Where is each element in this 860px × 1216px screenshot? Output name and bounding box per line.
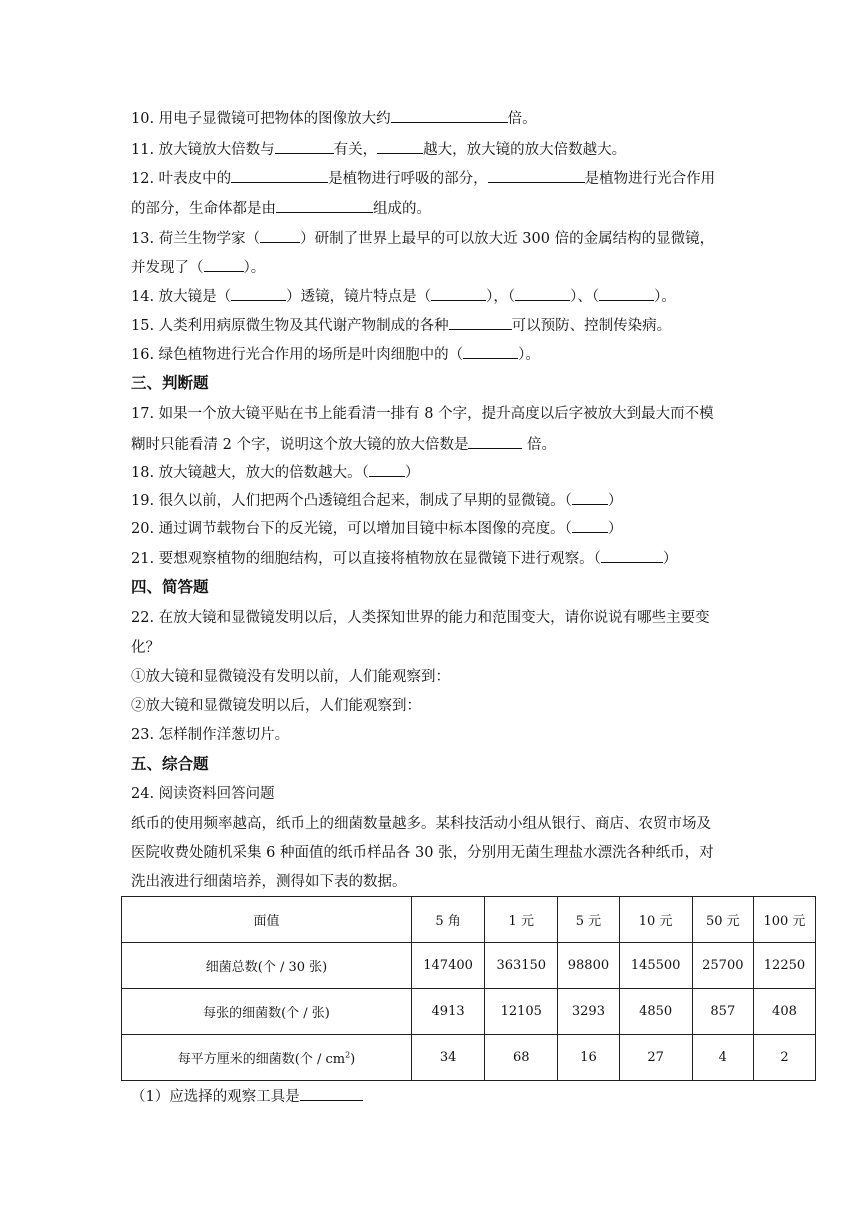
table-header-cell: 5 角 <box>412 897 485 943</box>
section-heading-judgement: 三、判断题 <box>131 374 209 392</box>
table-cell: 27 <box>619 1035 692 1081</box>
question-19: 19. 很久以前，人们把两个凸透镜组合起来，制成了早期的显微镜。（ ） <box>131 490 622 511</box>
answer-blank[interactable] <box>231 286 286 301</box>
table-cell: 4913 <box>412 989 485 1035</box>
question-13-cont: 并发现了（ ）。 <box>131 257 265 278</box>
answer-blank[interactable] <box>275 139 334 154</box>
answer-blank[interactable] <box>231 168 328 183</box>
question-12: 12. 叶表皮中的 是植物进行呼吸的部分， 是植物进行光合作用 <box>131 168 715 189</box>
table-header-row <box>122 897 816 943</box>
table-cell: 363150 <box>485 943 558 989</box>
question-11: 11. 放大镜放大倍数与 有关， 越大，放大镜的放大倍数越大。 <box>131 139 626 160</box>
answer-blank[interactable] <box>572 490 608 505</box>
answer-blank[interactable] <box>369 462 405 477</box>
bacteria-data-table <box>121 896 816 1081</box>
question-22-item-2: ②放大镜和显微镜发明以后，人们能观察到： <box>131 698 421 714</box>
answer-blank[interactable] <box>601 548 663 563</box>
question-13: 13. 荷兰生物学家（ ）研制了世界上最早的可以放大近 300 倍的金属结构的显微镜， <box>131 228 714 249</box>
table-row <box>122 943 816 989</box>
table-cell: 25700 <box>692 943 753 989</box>
answer-blank[interactable] <box>572 518 608 533</box>
answer-blank[interactable] <box>276 198 373 213</box>
answer-blank[interactable] <box>488 168 585 183</box>
table-row <box>122 989 816 1035</box>
answer-blank[interactable] <box>204 257 244 272</box>
section-heading-short-answer: 四、简答题 <box>131 578 209 596</box>
reading-paragraph-line-1: 纸币的使用频率越高，纸币上的细菌数量越多。某科技活动小组从银行、商店、农贸市场及 <box>131 816 711 832</box>
question-14: 14. 放大镜是（ ）透镜，镜片特点是（ ），（ ）、（ ）。 <box>131 286 676 307</box>
row-label: 每平方厘米的细菌数(个 / $cm^2$) <box>122 1035 412 1081</box>
question-22-item-1: ①放大镜和显微镜没有发明以前，人们能观察到： <box>131 669 450 685</box>
table-cell: 145500 <box>619 943 692 989</box>
question-12-cont: 的部分，生命体都是由 组成的。 <box>131 198 431 219</box>
table-header-cell: 面值 <box>122 897 412 943</box>
table-cell: 4850 <box>619 989 692 1035</box>
table-header-cell: 1 元 <box>485 897 558 943</box>
row-label: 细菌总数(个 / 30 张) <box>122 943 412 989</box>
question-17: 17. 如果一个放大镜平贴在书上能看清一排有 8 个字，提升高度以后字被放大到最大而不模 <box>131 406 714 422</box>
question-23: 23. 怎样制作洋葱切片。 <box>131 727 290 743</box>
question-22-cont: 化？ <box>131 640 160 656</box>
table-cell: 68 <box>485 1035 558 1081</box>
table-header-cell: 5 元 <box>558 897 619 943</box>
answer-blank[interactable] <box>599 286 654 301</box>
sub-question-1: （1）应选择的观察工具是 <box>131 1086 363 1107</box>
answer-blank[interactable] <box>515 286 570 301</box>
table-cell: 98800 <box>558 943 619 989</box>
question-20: 20. 通过调节载物台下的反光镜，可以增加目镜中标本图像的亮度。（ ） <box>131 518 622 539</box>
table-row <box>122 1035 816 1081</box>
question-17-cont: 糊时只能看清 2 个字，说明这个放大镜的放大倍数是 倍。 <box>131 434 556 455</box>
answer-blank[interactable] <box>431 286 486 301</box>
table-header-cell: 50 元 <box>692 897 753 943</box>
table-cell: 857 <box>692 989 753 1035</box>
table-header-cell: 100 元 <box>753 897 815 943</box>
table-cell: 2 <box>753 1035 815 1081</box>
table-header-cell: 10 元 <box>619 897 692 943</box>
table-cell: 16 <box>558 1035 619 1081</box>
question-22: 22. 在放大镜和显微镜发明以后，人类探知世界的能力和范围变大，请你说说有哪些主要变 <box>131 610 710 626</box>
table-cell: 34 <box>412 1035 485 1081</box>
answer-blank[interactable] <box>377 139 423 154</box>
table-cell: 408 <box>753 989 815 1035</box>
question-24: 24. 阅读资料回答问题 <box>131 786 275 802</box>
question-18: 18. 放大镜越大，放大的倍数越大。（ ） <box>131 462 419 483</box>
table-cell: 4 <box>692 1035 753 1081</box>
question-16: 16. 绿色植物进行光合作用的场所是叶肉细胞中的（ ）。 <box>131 344 540 365</box>
answer-blank[interactable] <box>468 434 522 449</box>
table-cell: 12250 <box>753 943 815 989</box>
question-21: 21. 要想观察植物的细胞结构，可以直接将植物放在显微镜下进行观察。（ ） <box>131 548 677 569</box>
section-heading-comprehensive: 五、综合题 <box>131 755 209 773</box>
answer-blank[interactable] <box>260 228 300 243</box>
table-cell: 12105 <box>485 989 558 1035</box>
answer-blank[interactable] <box>449 315 512 330</box>
row-label: 每张的细菌数(个 / 张) <box>122 989 412 1035</box>
answer-blank[interactable] <box>391 108 508 123</box>
answer-blank[interactable] <box>463 344 518 359</box>
table-cell: 147400 <box>412 943 485 989</box>
reading-paragraph-line-3: 洗出液进行细菌培养，测得如下表的数据。 <box>131 874 407 890</box>
question-15: 15. 人类利用病原微生物及其代谢产物制成的各种 可以预防、控制传染病。 <box>131 315 671 336</box>
question-10: 10. 用电子显微镜可把物体的图像放大约 倍。 <box>131 108 537 129</box>
reading-paragraph-line-2: 医院收费处随机采集 6 种面值的纸币样品各 30 张，分别用无菌生理盐水漂洗各种纸币，对 <box>131 845 714 861</box>
answer-blank[interactable] <box>300 1086 363 1101</box>
table-cell: 3293 <box>558 989 619 1035</box>
